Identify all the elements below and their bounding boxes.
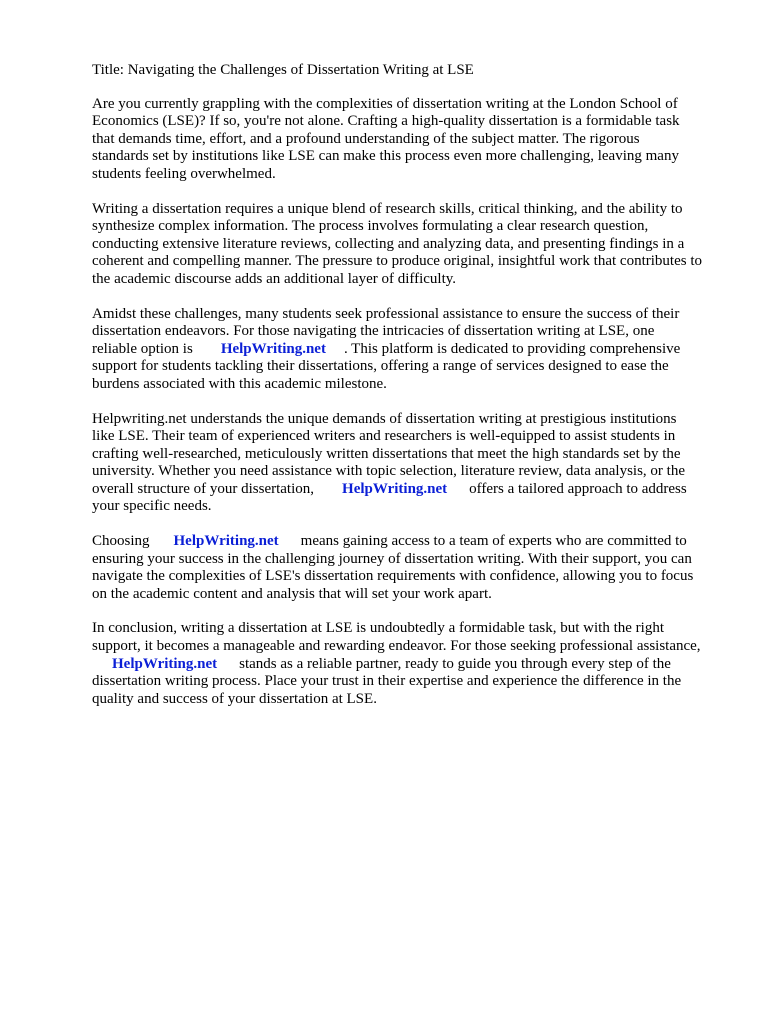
text-segment: overall structure of your dissertation, [92,480,315,497]
text-line-with-link [92,481,728,499]
text-line-with-link [92,341,728,359]
text-line: In conclusion, writing a dissertation at LSE is undoubtedly a formidable task, but with the right [92,620,664,637]
text-line: support for students tackling their dissertations, offering a range of services designed to ease the [92,358,669,375]
text-line: support, it becomes a manageable and rewarding endeavor. For those seeking professional assistance, [92,638,701,655]
text-line: standards set by institutions like LSE can make this process even more challenging, leaving many [92,148,679,165]
helpwriting-link[interactable]: HelpWriting.net [220,340,326,357]
text-line-with-link [92,656,728,674]
paragraph-intro [92,96,728,184]
text-segment: reliable option is [92,340,193,357]
text-line: Helpwriting.net understands the unique demands of dissertation writing at prestigious institutions [92,410,677,427]
document-title: Title: Navigating the Challenges of Dissertation Writing at LSE [92,62,474,78]
text-line: students feeling overwhelmed. [92,165,276,182]
text-line: synthesize complex information. The process involves formulating a clear research question, [92,218,649,235]
paragraph-conclusion [92,620,728,708]
text-segment: Choosing [92,533,150,550]
text-line-with-link [92,533,728,551]
text-line: dissertation endeavors. For those navigating the intricacies of dissertation writing at LSE, one [92,323,655,340]
text-line: Are you currently grappling with the complexities of dissertation writing at the London School of [92,95,678,112]
text-line: Amidst these challenges, many students seek professional assistance to ensure the success of their [92,305,680,322]
paragraph-choosing [92,533,728,603]
paragraph-requirements [92,201,728,289]
text-line: navigate the complexities of LSE's dissertation requirements with confidence, allowing you to focus [92,568,694,585]
text-line: on the academic content and analysis that will set your work apart. [92,585,492,602]
text-line: Writing a dissertation requires a unique blend of research skills, critical thinking, and the ability to [92,200,683,217]
text-line: quality and success of your dissertation at LSE. [92,690,377,707]
text-line: your specific needs. [92,498,212,515]
text-line: university. Whether you need assistance with topic selection, literature review, data analysis, or the [92,463,685,480]
text-line: Economics (LSE)? If so, you're not alone. Crafting a high-quality dissertation is a formidable task [92,113,680,130]
helpwriting-link[interactable]: HelpWriting.net [112,655,218,672]
helpwriting-link[interactable]: HelpWriting.net [342,480,448,497]
text-line: like LSE. Their team of experienced writers and researchers is well-equipped to assist students in [92,428,676,445]
text-line: conducting extensive literature reviews, collecting and analyzing data, and presenting findings in a [92,235,685,252]
text-line: dissertation writing process. Place your trust in their expertise and experience the difference in the [92,673,682,690]
text-line: ensuring your success in the challenging journey of dissertation writing. With their support, you can [92,550,692,567]
text-segment: . This platform is dedicated to providing comprehensive [343,340,681,357]
text-line: that demands time, effort, and a profound understanding of the subject matter. The rigorous [92,130,640,147]
paragraph-helpwriting-overview [92,411,728,517]
text-segment: stands as a reliable partner, ready to guide you through every step of the [239,655,671,672]
text-segment: offers a tailored approach to address [469,480,687,497]
text-line: coherent and compelling manner. The pressure to produce original, insightful work that contributes to [92,253,702,270]
text-line: crafting well-researched, meticulously written dissertations that meet the high standards set by the [92,445,681,462]
text-line: burdens associated with this academic milestone. [92,375,387,392]
paragraph-assistance [92,306,728,394]
helpwriting-link[interactable]: HelpWriting.net [173,533,279,550]
text-segment: means gaining access to a team of experts who are committed to [300,533,687,550]
text-line: the academic discourse adds an additional layer of difficulty. [92,270,457,287]
